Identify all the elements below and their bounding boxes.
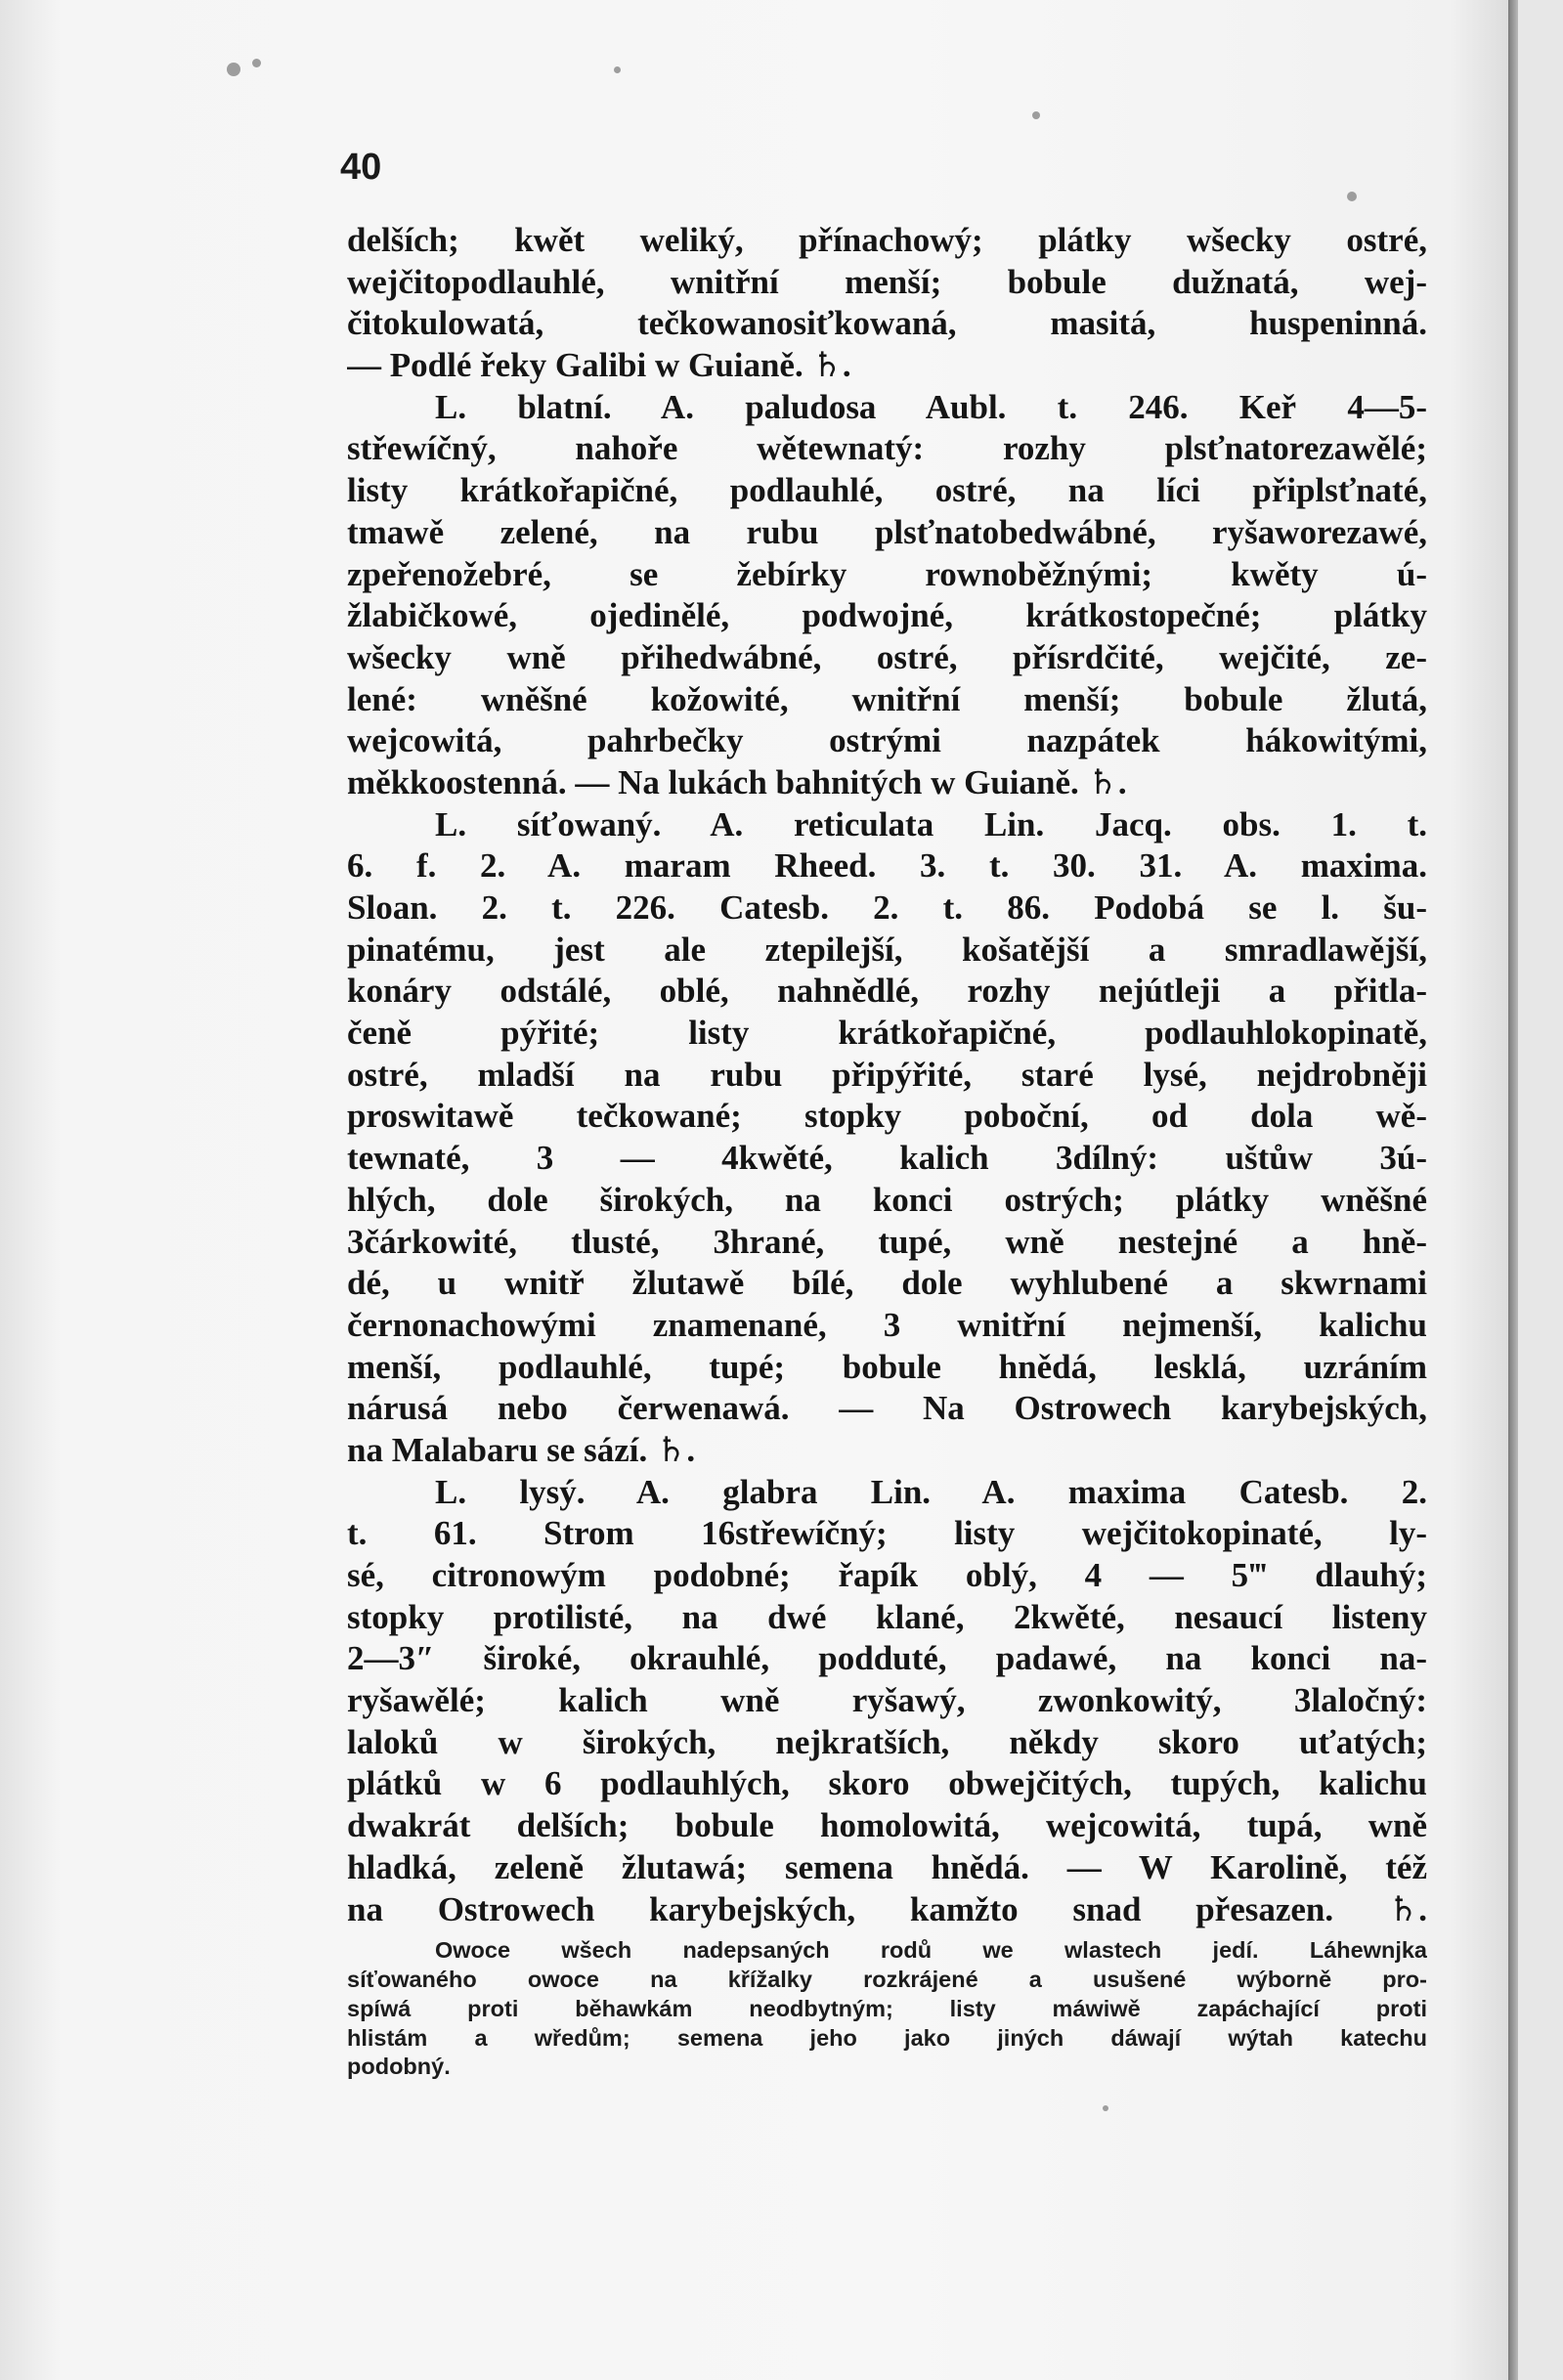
text-line: dé, u wnitř žlutawě bílé, dole wyhlubené a skwrnami	[347, 1264, 1427, 1303]
text-line: sé, citronowým podobné; řapík oblý, 4 — 5‴ dlauhý;	[347, 1556, 1427, 1594]
text-line: listy krátkořapičné, podlauhlé, ostré, na líci připlsťnaté,	[347, 471, 1427, 510]
text-line: na Ostrowech karybejských, kamžto snad přesazen. ♄.	[347, 1889, 1427, 1928]
text-line: stopky protilisté, na dwé klané, 2kwěté, nesaucí listeny	[347, 1597, 1427, 1636]
text-line: menší, podlauhlé, tupé; bobule hnědá, lesklá, uzráním	[347, 1347, 1427, 1386]
footnote-line: podobný.	[347, 2054, 451, 2080]
text-line: žlabičkowé, ojedinělé, podwojné, krátkostopečné; plátky	[347, 596, 1427, 635]
text-line: Sloan. 2. t. 226. Catesb. 2. t. 86. Podobá se l. šu-	[347, 888, 1427, 927]
text-line: nárusá nebo čerwenawá. — Na Ostrowech karybejských,	[347, 1389, 1427, 1428]
text-line: 6. f. 2. A. maram Rheed. 3. t. 30. 31. A. maxima.	[347, 846, 1427, 886]
text-line: konáry odstálé, oblé, nahnědlé, rozhy nejútleji a přitla-	[347, 972, 1427, 1011]
text-line: hladká, zeleně žlutawá; semena hnědá. — W Karolině, též	[347, 1847, 1427, 1886]
text-line: lené: wněšné kožowité, wnitřní menší; bobule žlutá,	[347, 679, 1427, 718]
ink-speck	[614, 66, 621, 73]
text-line: proswitawě tečkowané; stopky poboční, od dola wě-	[347, 1097, 1427, 1136]
text-line: zpeřenožebré, se žebírky rownoběžnými; kwěty ú-	[347, 554, 1427, 593]
footnote-block	[347, 1936, 1427, 2082]
page-number: 40	[340, 147, 382, 188]
text-line: L. lysý. A. glabra Lin. A. maxima Catesb. 2.	[435, 1472, 1427, 1511]
text-line: tmawě zelené, na rubu plsťnatobedwábné, ryšaworezawé,	[347, 512, 1427, 551]
ink-speck	[227, 63, 240, 76]
text-line: wejcowitá, pahrbečky ostrými nazpátek hákowitými,	[347, 721, 1427, 760]
footnote-line: Owoce wšech nadepsaných rodů we wlastech jedí. Láhewnjka	[435, 1937, 1427, 1964]
text-line: tewnaté, 3 — 4kwěté, kalich 3dílný: uštůw 3ú-	[347, 1139, 1427, 1178]
page-edge-shadow	[1508, 0, 1518, 2380]
text-line: ostré, mladší na rubu připýřité, staré lysé, nejdrobněji	[347, 1055, 1427, 1094]
text-line: čeně pýřité; listy krátkořapičné, podlauhlokopinatě,	[347, 1014, 1427, 1053]
text-line: wšecky wně přihedwábné, ostré, přísrdčité, wejčité, ze-	[347, 637, 1427, 676]
scan-margin	[1518, 0, 1563, 2380]
body-text	[347, 220, 1427, 2082]
footnote-line: síťowaného owoce na křížalky rozkrájené a usušené wýborně pro-	[347, 1966, 1427, 1992]
ink-speck	[1103, 2105, 1108, 2111]
text-line: laloků w širokých, nejkratších, někdy skoro uťatých;	[347, 1722, 1427, 1761]
ink-speck	[1032, 111, 1040, 119]
text-line: pinatému, jest ale ztepilejší, košatější a smradlawější,	[347, 930, 1427, 969]
text-line: černonachowými znamenané, 3 wnitřní nejmenší, kalichu	[347, 1305, 1427, 1344]
text-line: L. blatní. A. paludosa Aubl. t. 246. Keř 4—5-	[435, 387, 1427, 426]
text-line: dwakrát delších; bobule homolowitá, wejcowitá, tupá, wně	[347, 1806, 1427, 1845]
text-line: ryšawělé; kalich wně ryšawý, zwonkowitý, 3laločný:	[347, 1681, 1427, 1720]
text-line: střewíčný, nahoře wětewnatý: rozhy plsťnatorezawělé;	[347, 429, 1427, 468]
text-line: plátků w 6 podlauhlých, skoro obwejčitých, tupých, kalichu	[347, 1764, 1427, 1803]
ink-speck	[252, 59, 261, 67]
text-line: měkkoostenná. — Na lukách bahnitých w Guianě. ♄.	[347, 762, 1127, 801]
text-line: na Malabaru se sází. ♄.	[347, 1430, 696, 1469]
footnote-line: spíwá proti běhawkám neodbytným; listy máwiwě zapáchající proti	[347, 1995, 1427, 2021]
text-line: L. síťowaný. A. reticulata Lin. Jacq. obs. 1. t.	[435, 804, 1427, 844]
text-line: hlých, dole širokých, na konci ostrých; plátky wněšné	[347, 1180, 1427, 1219]
text-line: — Podlé řeky Galibi w Guianě. ♄.	[347, 346, 851, 385]
text-line: 2—3″ široké, okrauhlé, podduté, padawé, na konci na-	[347, 1639, 1427, 1678]
text-line: čitokulowatá, tečkowanosiťkowaná, masitá, huspeninná.	[347, 304, 1427, 343]
text-line: t. 61. Strom 16střewíčný; listy wejčitokopinaté, ly-	[347, 1514, 1427, 1553]
ink-speck	[1347, 192, 1357, 201]
footnote-line: hlistám a wředům; semena jeho jako jiných dáwají wýtah katechu	[347, 2024, 1427, 2051]
text-line: delších; kwět weliký, přínachowý; plátky wšecky ostré,	[347, 221, 1427, 259]
text-line: wejčitopodlauhlé, wnitřní menší; bobule dužnatá, wej-	[347, 262, 1427, 301]
text-line: 3čárkowité, tlusté, 3hrané, tupé, wně nestejné a hně-	[347, 1222, 1427, 1261]
